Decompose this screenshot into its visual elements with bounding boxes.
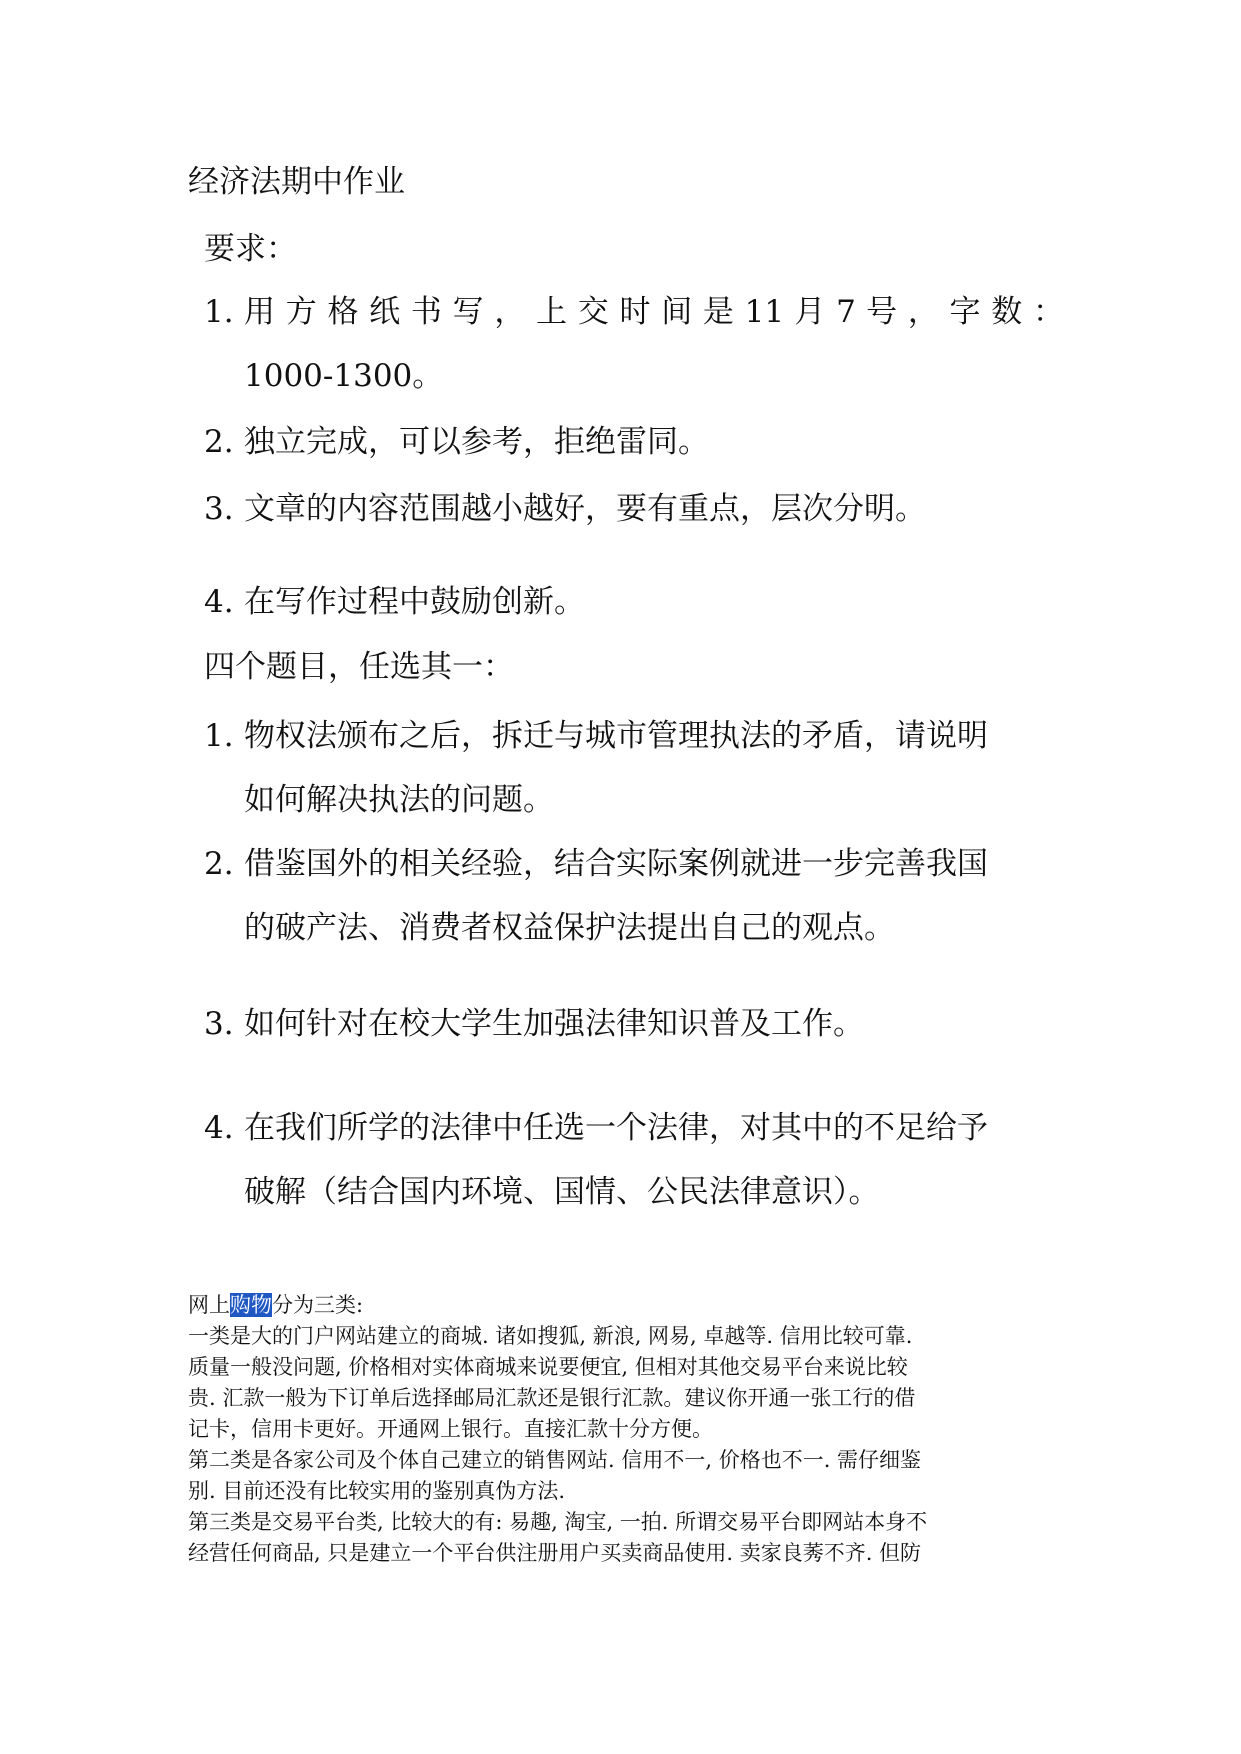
page-title: 经济法期中作业 [188, 164, 405, 200]
shopping-line: 记卡，信用卡更好。开通网上银行。直接汇款十分方便。 [188, 1417, 713, 1441]
shopping-line: 贵. 汇款一般为下订单后选择邮局汇款还是银行汇款。建议你开通一张工行的借 [188, 1386, 916, 1410]
shopping-heading-post: 分为三类: [272, 1293, 364, 1317]
item-number: 2. [204, 424, 234, 460]
item-number: 2. [204, 846, 234, 882]
topics-heading: 四个题目，任选其一： [204, 649, 514, 685]
shopping-line: 一类是大的门户网站建立的商城. 诸如搜狐, 新浪, 网易, 卓越等. 信用比较可靠. [188, 1324, 913, 1348]
shopping-line: 别. 目前还没有比较实用的鉴别真伪方法. [188, 1479, 566, 1503]
item-text-line: 在写作过程中鼓励创新。 [244, 584, 585, 620]
item-number: 1. [204, 294, 234, 330]
shopping-line: 第二类是各家公司及个体自己建立的销售网站. 信用不一, 价格也不一. 需仔细鉴 [188, 1448, 922, 1472]
item-text-line: 1000-1300。 [244, 358, 444, 394]
item-number: 1. [204, 718, 234, 754]
item-text-line: 借鉴国外的相关经验，结合实际案例就进一步完善我国 [244, 846, 988, 882]
shopping-section [188, 1290, 1052, 1569]
shopping-heading [188, 1290, 1052, 1321]
item-text-line: 在我们所学的法律中任选一个法律，对其中的不足给予 [244, 1110, 988, 1146]
item-number: 4. [204, 1110, 234, 1146]
item-text-line: 如何解决执法的问题。 [244, 782, 554, 818]
requirements-heading: 要求： [204, 231, 297, 267]
item-text-line: 物权法颁布之后，拆迁与城市管理执法的矛盾，请说明 [244, 718, 988, 754]
shopping-line: 经营任何商品, 只是建立一个平台供注册用户买卖商品使用. 卖家良莠不齐. 但防 [188, 1541, 922, 1565]
shopping-line: 第三类是交易平台类, 比较大的有: 易趣, 淘宝, 一拍. 所谓交易平台即网站本身不 [188, 1510, 928, 1534]
highlighted-keyword: 购物 [230, 1293, 272, 1317]
shopping-heading-pre: 网上 [188, 1293, 230, 1317]
item-text-line: 独立完成，可以参考，拒绝雷同。 [244, 424, 709, 460]
requirement-item [204, 288, 1064, 394]
item-text-line: 文章的内容范围越小越好，要有重点，层次分明。 [244, 491, 926, 527]
item-number: 3. [204, 491, 234, 527]
item-text-line: 如何针对在校大学生加强法律知识普及工作。 [244, 1006, 864, 1042]
item-text-line: 的破产法、消费者权益保护法提出自己的观点。 [244, 910, 895, 946]
item-number: 3. [204, 1006, 234, 1042]
item-text-line: 用 方 格 纸 书 写 ， 上 交 时 间 是 11 月 7 号 ， 字 数 ： [244, 294, 1064, 330]
item-number: 4. [204, 584, 234, 620]
shopping-line: 质量一般没问题, 价格相对实体商城来说要便宜, 但相对其他交易平台来说比较 [188, 1355, 908, 1379]
item-text-line: 破解（结合国内环境、国情、公民法律意识）。 [244, 1174, 880, 1210]
